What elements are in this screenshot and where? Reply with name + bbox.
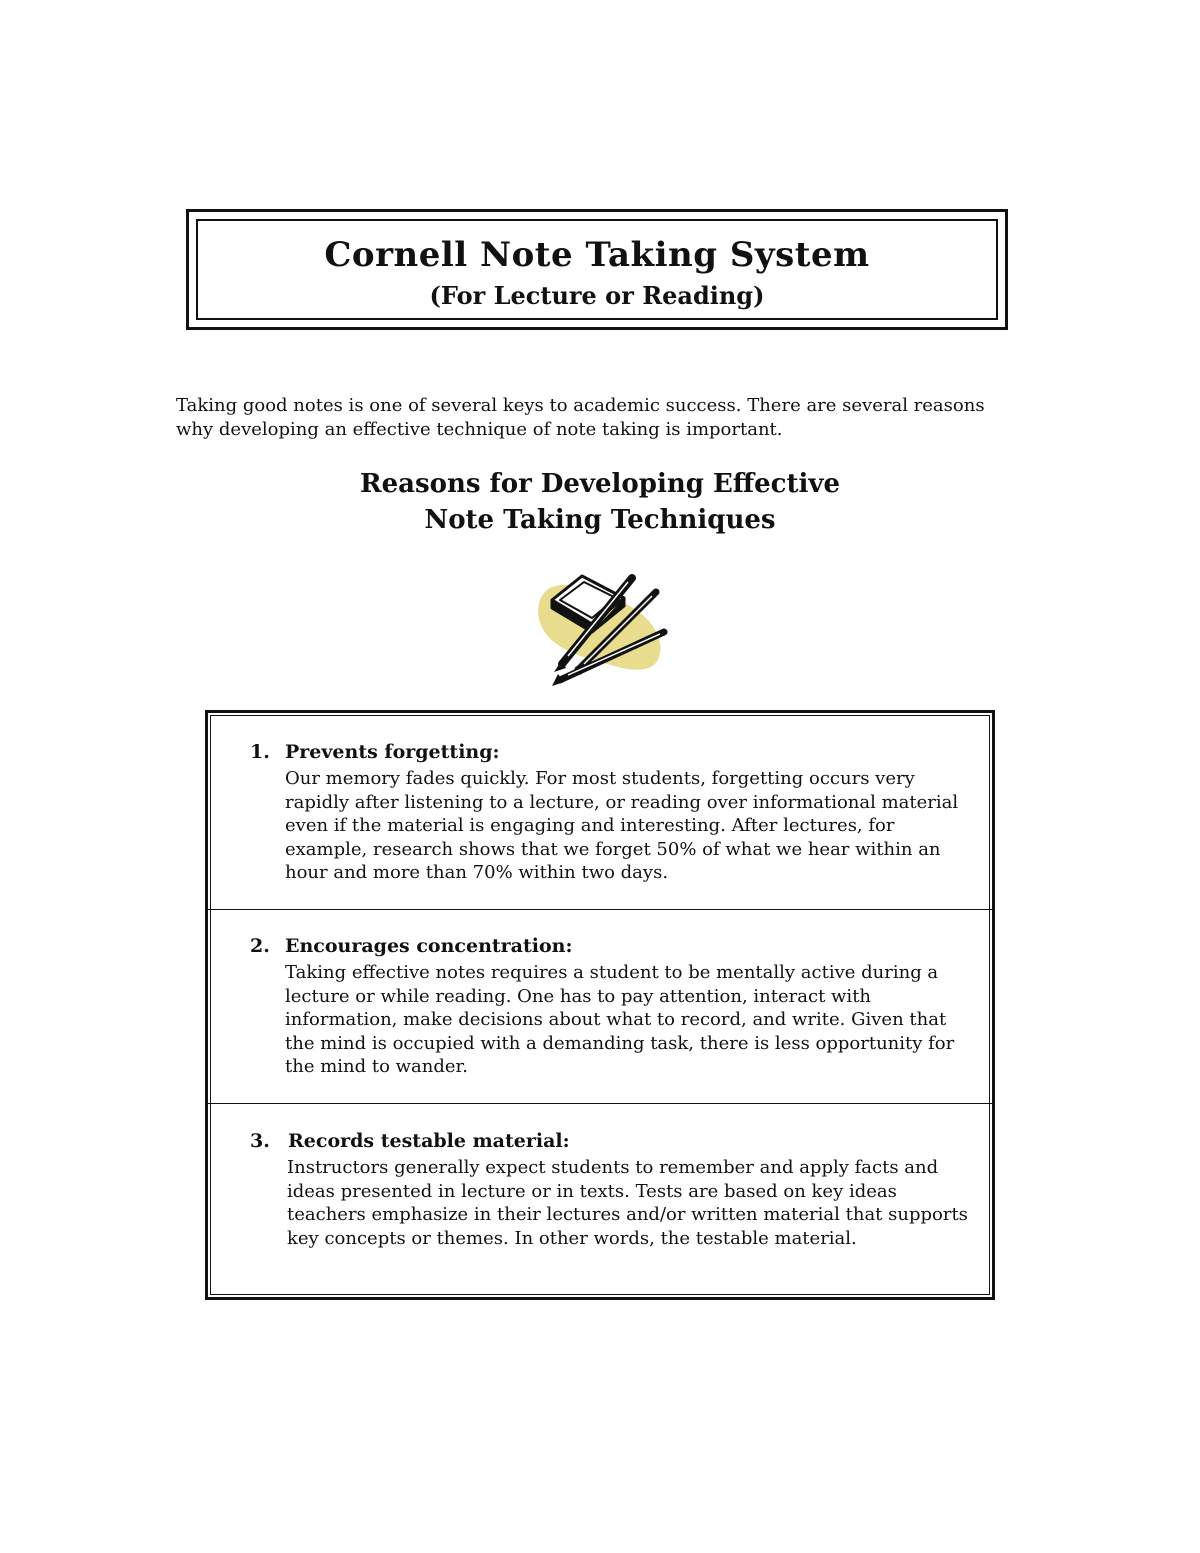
reason-item-prevents-forgetting (208, 713, 992, 910)
reasons-table (205, 710, 995, 1300)
reason-body: Taking effective notes requires a student to be mentally active during a lecture or while reading. One has to pay attention, interact with information, make decisions about what to record, and write. Given that the mind is occupied with a demanding task, there is less opportunity for the mind to wander. (285, 962, 955, 1077)
page-title: Cornell Note Taking System (324, 235, 870, 275)
title-box-inner (196, 219, 998, 320)
title-box (186, 209, 1008, 330)
reason-body: Instructors generally expect students to remember and apply facts and ideas presented in lecture or in texts. Tests are based on key ideas teachers emphasize in their lectures and/or written material that supports key concepts or themes. In other words, the testable material. (287, 1157, 968, 1249)
reason-item-encourages-concentration (208, 910, 992, 1104)
page-subtitle: (For Lecture or Reading) (429, 281, 765, 310)
reason-title: Prevents forgetting: (285, 741, 500, 763)
reason-number: 2. (250, 935, 270, 957)
reason-title: Records testable material: (288, 1130, 570, 1152)
section-heading-line-1: Reasons for Developing Effective (359, 469, 841, 499)
reason-number: 3. (250, 1130, 270, 1152)
reason-item-records-testable-material (208, 1104, 992, 1297)
reason-number: 1. (250, 741, 270, 763)
reason-title: Encourages concentration: (285, 935, 573, 957)
reason-body: Our memory fades quickly. For most students, forgetting occurs very rapidly after listening to a lecture, or reading over informational material even if the material is engaging and interesting. After lectures, for example, research shows that we forget 50% of what we hear within an hour and more than 70% within two days. (285, 768, 959, 883)
notebook-and-pens-icon (532, 570, 668, 686)
section-heading-line-2: Note Taking Techniques (424, 505, 776, 535)
intro-paragraph: Taking good notes is one of several keys to academic success. There are several reasons why developing an effective technique of note taking is important. (176, 395, 985, 440)
